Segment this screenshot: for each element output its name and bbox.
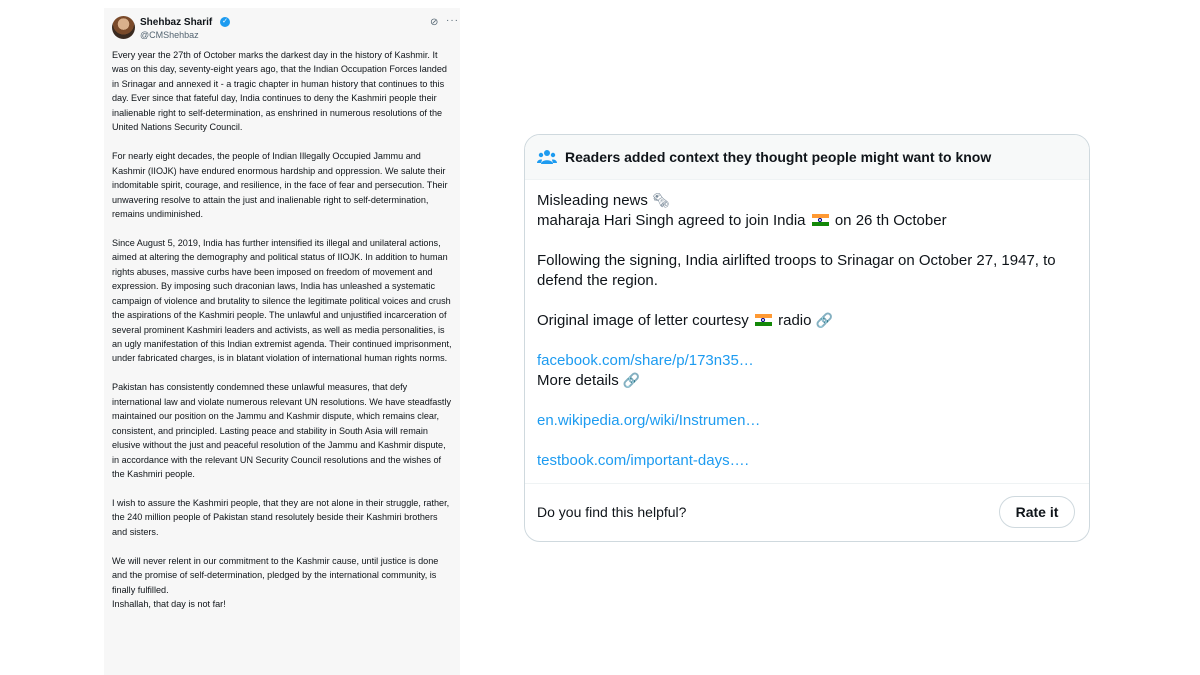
tweet-paragraph: We will never relent in our commitment to the Kashmir cause, until justice is done and the promise of self-determination, pledged by the international community, is finally fulfilled. Inshallah, that day is not far! (112, 555, 439, 610)
note-title: Readers added context they thought people might want to know (565, 149, 992, 165)
note-text: on 26 th October (834, 212, 947, 229)
community-note-card (524, 134, 1090, 542)
author-name[interactable]: Shehbaz Sharif (140, 17, 213, 28)
people-icon (537, 149, 557, 165)
note-footer (525, 483, 1089, 542)
link-icon: 🔗 (815, 313, 834, 329)
verified-badge-icon: ✓ (220, 17, 230, 27)
rate-it-button[interactable]: Rate it (999, 496, 1075, 528)
note-text: More details (537, 372, 619, 389)
tweet-paragraph: For nearly eight decades, the people of Indian Illegally Occupied Jammu and Kashmir (IIOJK) have endured enormous hardship and oppression. We salute their indomitable spirit, courage, and resilience, in the face of fear and persecution. Their unwavering resolve to attain the just and inalienable right to self-determination, remains undiminished. (112, 151, 448, 219)
tweet-paragraph: Since August 5, 2019, India has further intensified its illegal and unilateral actions, aimed at altering the demography and political status of IIOJK. In addition to human rights abuses, massive curbs have been imposed on freedom of movement and expression. By imposing such draconian laws, India has unleashed a systematic campaign of violence and brutality to silence the legitimate political voices and crush the aspirations of the Kashmiri people. The unlawful and unjustified incarceration of several prominent Kashmiri leaders and activists, as well as media personalities, is an ugly manifestation of this Indian extremist agenda. Their continued imprisonment, under fabricated charges, is in blatant violation of international human rights norms. (112, 237, 452, 364)
note-text: maharaja Hari Singh agreed to join India (537, 212, 806, 229)
tweet-card (104, 8, 460, 675)
note-text: Misleading news (537, 192, 648, 209)
tweet-header (112, 14, 459, 42)
note-body (537, 191, 1077, 471)
avatar[interactable] (112, 16, 135, 39)
grok-icon[interactable]: ⊘ (430, 17, 439, 28)
tweet-paragraph: Pakistan has consistently condemned these unlawful measures, that defy international law and violate numerous relevant UN resolutions. We have steadfastly maintained our position on the Jammu and Kashmir dispute, which remains clear, consistent, and principled. Lasting peace and stability in South Asia will remain elusive without the just and peaceful resolution of the Jammu and Kashmir dispute, in accordance with the relevant UN Security Council resolutions and the wishes of the Kashmiri people. (112, 382, 452, 480)
author-handle[interactable]: @CMShehbaz (140, 30, 199, 40)
note-header (525, 135, 1089, 180)
source-link-wikipedia[interactable]: en.wikipedia.org/wiki/Instrumen… (537, 412, 761, 429)
rolled-newspaper-icon: 🗞 (652, 193, 670, 209)
source-link-testbook[interactable]: testbook.com/important-days…. (537, 452, 749, 469)
tweet-paragraph: I wish to assure the Kashmiri people, that they are not alone in their struggle, rather, the 240 million people of Pakistan stand resolutely beside their Kashmiri brothers and sisters. (112, 497, 450, 537)
source-link-facebook[interactable]: facebook.com/share/p/173n35… (537, 352, 754, 369)
note-text: defend the region. (537, 272, 658, 289)
note-text: radio (778, 312, 812, 329)
helpful-question: Do you find this helpful? (537, 504, 687, 520)
tweet-paragraph: Every year the 27th of October marks the darkest day in the history of Kashmir. It was on this day, seventy-eight years ago, that the Indian Occupation Forces landed in Srinagar and annexed it - a tragic chapter in human history that continues to this day. Ever since that fateful day, India continues to deny the Kashmiri people their inalienable right to self-determination, as enshrined in numerous resolutions of the United Nations Security Council. (112, 50, 447, 133)
note-text: Following the signing, India airlifted troops to Srinagar on October 27, 1947, to (537, 252, 1056, 269)
tweet-text (112, 48, 454, 626)
more-icon[interactable]: ··· (446, 15, 459, 26)
india-flag-icon (755, 314, 772, 326)
india-flag-icon (812, 214, 829, 226)
note-text: Original image of letter courtesy (537, 312, 749, 329)
link-icon: 🔗 (622, 373, 641, 389)
